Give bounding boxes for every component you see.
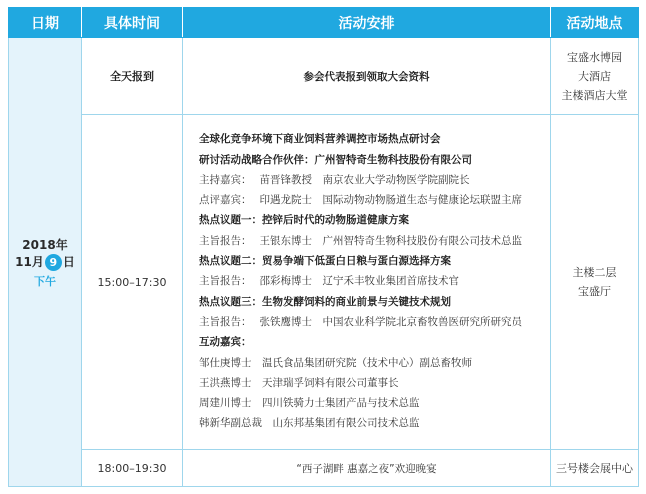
seminar-agenda	[183, 126, 550, 437]
agenda-text: 研讨活动战略合作伙伴：广州智特奇生物科技股份有限公司	[199, 153, 472, 166]
seminar-venue-line: 宝盛厅	[578, 285, 611, 298]
agenda-line	[199, 373, 550, 393]
header-time: 具体时间	[82, 8, 183, 38]
agenda-text: 张铁鹰博士 中国农业科学院北京畜牧兽医研究所研究员	[259, 315, 522, 328]
agenda-text: 热点议题一：控锌后时代的动物肠道健康方案	[199, 214, 409, 227]
seminar-row	[9, 115, 639, 450]
registration-time: 全天报到	[82, 38, 183, 115]
date-period: 下午	[34, 274, 56, 288]
agenda-line	[199, 251, 550, 271]
seminar-time: 15:00–17:30	[82, 115, 183, 450]
agenda-role: 主持嘉宾：	[199, 173, 252, 186]
registration-venue	[551, 38, 639, 115]
header-date: 日期	[9, 8, 82, 38]
registration-venue-line: 主楼酒店大堂	[561, 88, 628, 102]
dinner-activity: “西子湖畔 惠嘉之夜”欢迎晚宴	[183, 450, 551, 487]
agenda-line	[199, 413, 550, 433]
agenda-line	[199, 393, 550, 413]
agenda-line	[199, 292, 550, 312]
agenda-role: 点评嘉宾：	[199, 194, 252, 207]
header-row	[9, 8, 639, 38]
agenda-line	[199, 129, 550, 149]
seminar-venue	[551, 115, 639, 450]
agenda-role: 主旨报告：	[199, 315, 252, 328]
agenda-line	[199, 271, 550, 291]
registration-venue-line: 宝盛水博园	[567, 50, 622, 64]
agenda-text: 热点议题三：生物发酵饲料的商业前景与关键技术规划	[199, 295, 451, 308]
agenda-line	[199, 312, 550, 332]
date-day-badge: 9	[45, 254, 62, 271]
header-activity: 活动安排	[183, 8, 551, 38]
agenda-role: 主旨报告：	[199, 275, 252, 288]
agenda-text: 邹仕庚博士 温氏食品集团研究院（技术中心）副总畜牧师	[199, 356, 472, 369]
header-venue: 活动地点	[551, 8, 639, 38]
agenda-text: 印遇龙院士 国际动物动物肠道生态与健康论坛联盟主席	[259, 194, 522, 207]
agenda-line	[199, 231, 550, 251]
agenda-text: 互动嘉宾：	[199, 336, 252, 349]
agenda-role: 主旨报告：	[199, 234, 252, 247]
agenda-text: 热点议题二：贸易争端下低蛋白日粮与蛋白源选择方案	[199, 255, 451, 268]
agenda-text: 韩新华副总裁 山东邦基集团有限公司技术总监	[199, 417, 420, 430]
seminar-venue-line: 主楼二层	[572, 266, 617, 279]
registration-venue-line: 大酒店	[578, 69, 611, 83]
date-month: 11月	[15, 254, 44, 269]
date-cell	[9, 38, 82, 487]
agenda-line	[199, 170, 550, 190]
date-year: 2018年	[22, 237, 68, 252]
agenda-line	[199, 353, 550, 373]
agenda-line	[199, 150, 550, 170]
schedule-table-wrapper	[8, 7, 638, 487]
agenda-text: 周建川博士 四川铁骑力士集团产品与技术总监	[199, 397, 420, 410]
agenda-text: 王洪燕博士 天津瑞孚饲料有限公司董事长	[199, 376, 399, 389]
dinner-row	[9, 450, 639, 487]
registration-row	[9, 38, 639, 115]
date-month-day	[9, 253, 81, 271]
agenda-line	[199, 332, 550, 352]
agenda-line	[199, 210, 550, 230]
agenda-line	[199, 190, 550, 210]
agenda-text: 王银东博士 广州智特奇生物科技股份有限公司技术总监	[259, 234, 522, 247]
agenda-text: 邵彩梅博士 辽宁禾丰牧业集团首席技术官	[259, 275, 459, 288]
seminar-activity	[183, 115, 551, 450]
schedule-table	[8, 7, 639, 487]
date-day-suffix: 日	[62, 254, 75, 269]
registration-activity: 参会代表报到领取大会资料	[183, 38, 551, 115]
agenda-text: 苗晋锋教授 南京农业大学动物医学院副院长	[259, 173, 470, 186]
dinner-venue: 三号楼会展中心	[551, 450, 639, 487]
dinner-time: 18:00–19:30	[82, 450, 183, 487]
agenda-text: 全球化竞争环境下商业饲料营养调控市场热点研讨会	[199, 133, 441, 146]
